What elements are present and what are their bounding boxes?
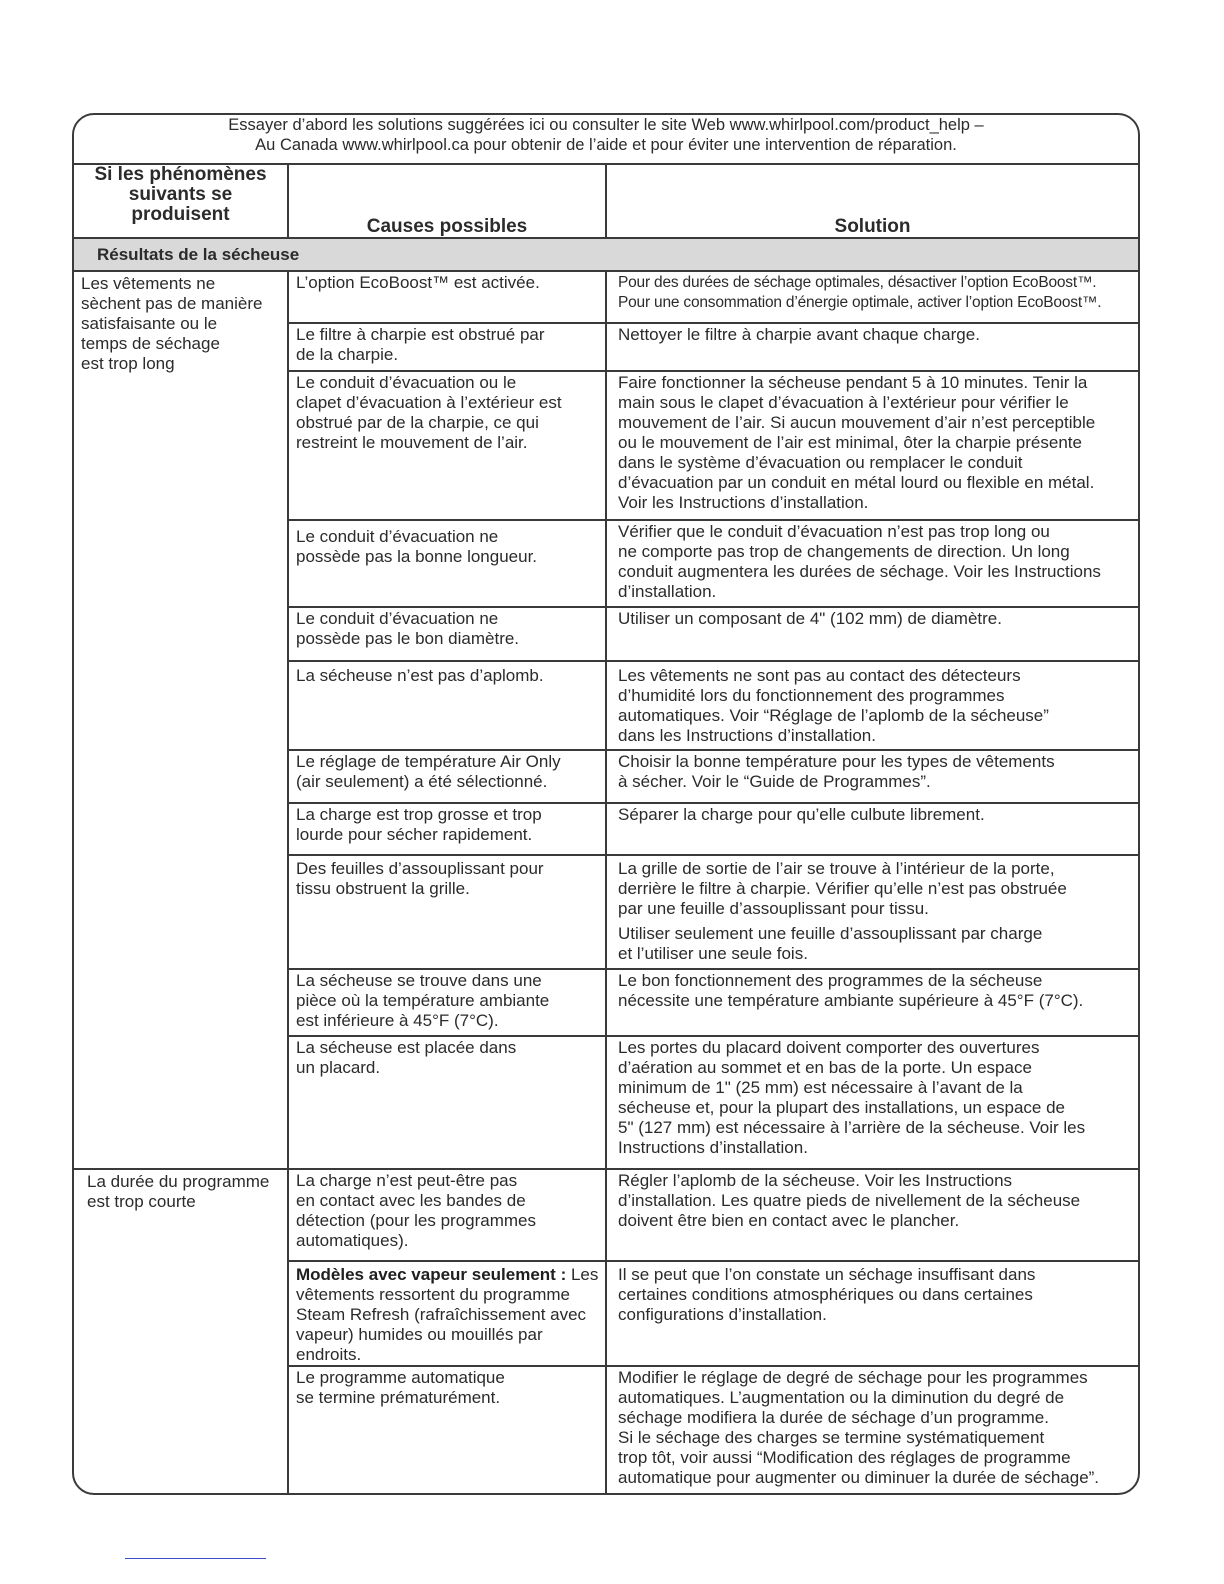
solution-line: à sécher. Voir le “Guide de Programmes”. <box>618 772 931 791</box>
solution-cell <box>607 1035 1138 1168</box>
cause-cell <box>289 272 607 322</box>
solution-cell <box>607 519 1138 606</box>
solution-cell <box>607 272 1138 322</box>
solution-line: ou le mouvement de l’air est minimal, ôter la charpie présente <box>618 433 1082 452</box>
cause-line: Le filtre à charpie est obstrué par <box>296 325 545 344</box>
solution-line: Régler l’aplomb de la sécheuse. Voir les Instructions <box>618 1171 1013 1190</box>
cause-line: lourde pour sécher rapidement. <box>296 825 533 844</box>
solution-cell <box>607 370 1138 519</box>
cause-line: vêtements ressortent du programme <box>296 1285 571 1304</box>
solution-line: Les vêtements ne sont pas au contact des détecteurs <box>618 666 1021 685</box>
solution-line: automatique pour augmenter ou diminuer la durée de séchage”. <box>618 1468 1100 1487</box>
symptom-line: temps de séchage <box>81 334 220 353</box>
cause-line: L’option EcoBoost™ est activée. <box>296 273 540 292</box>
footer-rule <box>125 1558 266 1559</box>
symptom-line: est trop long <box>81 354 175 373</box>
cause-cell <box>289 1365 607 1493</box>
solution-cell <box>607 854 1138 968</box>
cause-line: possède pas la bonne longueur. <box>296 547 538 566</box>
solution-line: dans les Instructions d’installation. <box>618 726 876 745</box>
troubleshooting-document <box>72 113 1140 1495</box>
symptom-line: sèchent pas de manière <box>81 294 263 313</box>
header-causes: Causes possibles <box>289 165 607 239</box>
cause-line: pièce où la température ambiante <box>296 991 550 1010</box>
cause-cell <box>289 1260 607 1365</box>
cause-line: détection (pour les programmes <box>296 1211 537 1230</box>
solution-line: minimum de 1" (25 mm) est nécessaire à l’avant de la <box>618 1078 1023 1097</box>
solution-line: trop tôt, voir aussi “Modification des réglages de programme <box>618 1448 1071 1467</box>
cause-cell <box>289 1168 607 1260</box>
header-symptom-line-1: Si les phénomènes <box>94 164 267 185</box>
symptom-cell <box>74 272 289 1168</box>
cause-line: est inférieure à 45°F (7°C). <box>296 1011 499 1030</box>
cause-line: Des feuilles d’assouplissant pour <box>296 859 544 878</box>
cause-cell <box>289 854 607 968</box>
cause-line: Steam Refresh (rafraîchissement avec <box>296 1305 587 1324</box>
cause-line: La charge n’est peut-être pas <box>296 1171 518 1190</box>
solution-line: automatiques. Voir “Réglage de l’aplomb de la sécheuse” <box>618 706 1049 725</box>
intro-note <box>74 115 1138 165</box>
solution-line: 5" (127 mm) est nécessaire à l’arrière de la sécheuse. Voir les <box>618 1118 1086 1137</box>
cause-line: automatiques). <box>296 1231 409 1250</box>
cause-line: possède pas le bon diamètre. <box>296 629 520 648</box>
cause-line-tail: Les <box>566 1265 599 1284</box>
solution-line: mouvement de l’air. Si aucun mouvement d’air n’est perceptible <box>618 413 1096 432</box>
cause-cell <box>289 606 607 660</box>
cause-cell <box>289 1035 607 1168</box>
solution-cell <box>607 1260 1138 1365</box>
solution-line: nécessite une température ambiante supérieure à 45°F (7°C). <box>618 991 1084 1010</box>
cause-line: restreint le mouvement de l’air. <box>296 433 528 452</box>
symptom-cell <box>74 1168 289 1493</box>
symptom-line: La durée du programme <box>87 1172 270 1191</box>
cause-cell <box>289 322 607 370</box>
solution-line: configurations d’installation. <box>618 1305 827 1324</box>
symptom-line: est trop courte <box>87 1192 196 1211</box>
solution-cell <box>607 1365 1138 1493</box>
cause-line: La sécheuse se trouve dans une <box>296 971 542 990</box>
solution-line: automatiques. L’augmentation ou la diminution du degré de <box>618 1388 1065 1407</box>
solution-line: main sous le clapet d’évacuation à l’extérieur pour vérifier le <box>618 393 1069 412</box>
solution-line: d’installation. <box>618 582 717 601</box>
solution-line: doivent être bien en contact avec le plancher. <box>618 1211 960 1230</box>
solution-line: d’aération au sommet et en bas de la porte. Un espace <box>618 1058 1032 1077</box>
solution-line: La grille de sortie de l’air se trouve à l’intérieur de la porte, <box>618 859 1055 878</box>
cause-cell <box>289 660 607 749</box>
cause-line: endroits. <box>296 1345 362 1364</box>
solution-line: Modifier le réglage de degré de séchage pour les programmes <box>618 1368 1088 1387</box>
cause-cell <box>289 370 607 519</box>
solution-line: sécheuse et, pour la plupart des installations, un espace de <box>618 1098 1066 1117</box>
cause-line: Le programme automatique <box>296 1368 505 1387</box>
solution-line: ne comporte pas trop de changements de direction. Un long <box>618 542 1070 561</box>
symptom-line: satisfaisante ou le <box>81 314 218 333</box>
cause-line: La sécheuse est placée dans <box>296 1038 517 1057</box>
cause-line: La charge est trop grosse et trop <box>296 805 542 824</box>
solution-line: par une feuille d’assouplissant pour tissu. <box>618 899 929 918</box>
solution-line: Les portes du placard doivent comporter des ouvertures <box>618 1038 1040 1057</box>
cause-line: vapeur) humides ou mouillés par <box>296 1325 543 1344</box>
cause-line: en contact avec les bandes de <box>296 1191 526 1210</box>
cause-line: de la charpie. <box>296 345 399 364</box>
solution-line: d’installation. Les quatre pieds de nivellement de la sécheuse <box>618 1191 1081 1210</box>
solution-line: Voir les Instructions d’installation. <box>618 493 869 512</box>
solution-line: Si le séchage des charges se termine systématiquement <box>618 1428 1045 1447</box>
solution-line: Séparer la charge pour qu’elle culbute librement. <box>618 805 985 824</box>
cause-line: (air seulement) a été sélectionné. <box>296 772 548 791</box>
solution-line: Pour des durées de séchage optimales, désactiver l’option EcoBoost™. <box>618 274 1097 291</box>
solution-line: Faire fonctionner la sécheuse pendant 5 à 10 minutes. Tenir la <box>618 373 1088 392</box>
solution-line: séchage modifiera la durée de séchage d’un programme. <box>618 1408 1049 1427</box>
cause-line: La sécheuse n’est pas d’aplomb. <box>296 666 544 685</box>
solution-line: d’évacuation par un conduit en métal lourd ou flexible en métal. <box>618 473 1095 492</box>
solution-cell <box>607 660 1138 749</box>
solution-cell <box>607 802 1138 854</box>
solution-line: Utiliser seulement une feuille d’assouplissant par charge <box>618 924 1043 943</box>
header-solution: Solution <box>607 165 1138 239</box>
cause-line: un placard. <box>296 1058 381 1077</box>
solution-cell <box>607 322 1138 370</box>
cause-cell <box>289 968 607 1035</box>
solution-line: Choisir la bonne température pour les types de vêtements <box>618 752 1055 771</box>
solution-line: et l’utiliser une seule fois. <box>618 944 808 963</box>
solution-line: d’humidité lors du fonctionnement des programmes <box>618 686 1005 705</box>
cause-line: Le conduit d’évacuation ne <box>296 609 499 628</box>
section-heading: Résultats de la sécheuse <box>74 239 1138 272</box>
symptom-line: Les vêtements ne <box>81 274 216 293</box>
intro-line-1: Essayer d’abord les solutions suggérées ici ou consulter le site Web www.whirlpool.com/product_help – <box>228 116 984 134</box>
solution-line: derrière le filtre à charpie. Vérifier qu’elle n’est pas obstruée <box>618 879 1067 898</box>
cause-line: Le réglage de température Air Only <box>296 752 561 771</box>
cause-line: Le conduit d’évacuation ne <box>296 527 499 546</box>
solution-line: Vérifier que le conduit d’évacuation n’est pas trop long ou <box>618 522 1050 541</box>
cause-line: Le conduit d’évacuation ou le <box>296 373 517 392</box>
cause-line: se termine prématurément. <box>296 1388 501 1407</box>
header-symptom-line-2: suivants se <box>128 184 233 205</box>
solution-line: Le bon fonctionnement des programmes de la sécheuse <box>618 971 1043 990</box>
cause-line: tissu obstruent la grille. <box>296 879 470 898</box>
header-symptom <box>74 165 289 239</box>
solution-cell <box>607 1168 1138 1260</box>
solution-line: dans le système d’évacuation ou remplacer le conduit <box>618 453 1023 472</box>
solution-line: Instructions d’installation. <box>618 1138 808 1157</box>
cause-line: clapet d’évacuation à l’extérieur est <box>296 393 562 412</box>
cause-line <box>296 1265 599 1285</box>
solution-line: Nettoyer le filtre à charpie avant chaque charge. <box>618 325 980 344</box>
header-symptom-line-3: produisent <box>131 204 230 225</box>
cause-line: obstrué par de la charpie, ce qui <box>296 413 539 432</box>
solution-paragraph-2 <box>618 924 1130 964</box>
solution-cell <box>607 968 1138 1035</box>
solution-line: Utiliser un composant de 4" (102 mm) de diamètre. <box>618 609 1002 628</box>
solution-line: conduit augmentera les durées de séchage. Voir les Instructions <box>618 562 1101 581</box>
solution-line: Pour une consommation d’énergie optimale, activer l’option EcoBoost™. <box>618 294 1102 311</box>
troubleshooting-table <box>72 113 1140 1495</box>
solution-cell <box>607 606 1138 660</box>
solution-cell <box>607 749 1138 802</box>
cause-cell <box>289 749 607 802</box>
cause-cell <box>289 519 607 606</box>
cause-cell <box>289 802 607 854</box>
solution-line: Il se peut que l’on constate un séchage insuffisant dans <box>618 1265 1036 1284</box>
intro-line-2: Au Canada www.whirlpool.ca pour obtenir de l’aide et pour éviter une intervention de réparation. <box>255 136 957 154</box>
cause-bold-label: Modèles avec vapeur seulement : <box>296 1265 567 1284</box>
solution-line: certaines conditions atmosphériques ou dans certaines <box>618 1285 1033 1304</box>
